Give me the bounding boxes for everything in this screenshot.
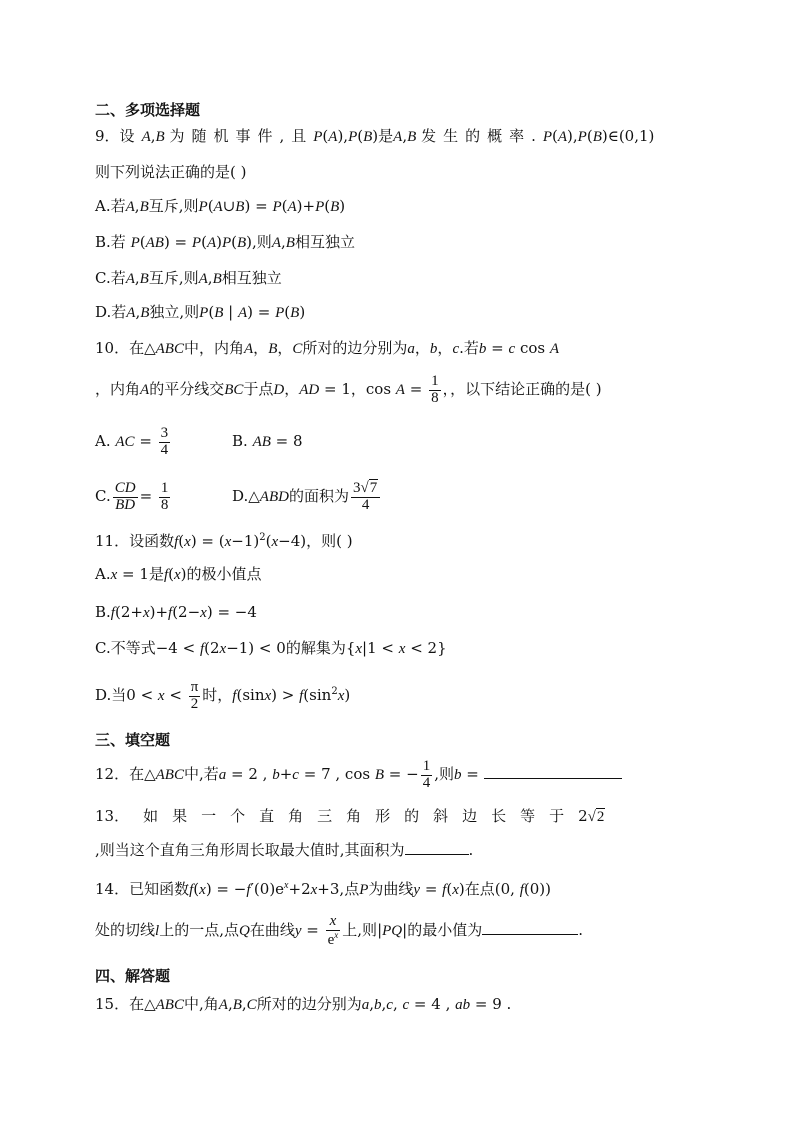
text: 的解集为 bbox=[285, 639, 346, 657]
text: 的面积为 bbox=[288, 487, 349, 505]
question-number: 11． bbox=[95, 532, 130, 550]
text: B. bbox=[95, 603, 111, 621]
text: A. bbox=[95, 565, 111, 583]
text: D.当 bbox=[95, 686, 127, 704]
text: 为随机事件,且 bbox=[169, 127, 314, 145]
text: A.若 bbox=[95, 197, 126, 215]
question-9-option-b: B.若 P(AB) = P(A)P(B),则A,B相互独立 bbox=[95, 233, 355, 251]
text: 中,若 bbox=[183, 765, 219, 783]
text: 相互独立 bbox=[294, 233, 355, 251]
text: C.不等式 bbox=[95, 639, 156, 657]
text: 互斥,则 bbox=[148, 197, 199, 215]
question-14-line1: 14．已知函数$f(x) = -f'(0)e^x+2x+3$,点P为曲线y = f(x)在点(0, f(0)) bbox=[95, 880, 551, 898]
text: C. bbox=[95, 487, 111, 505]
text: 中，内角 bbox=[183, 339, 244, 357]
question-number: 10． bbox=[95, 339, 130, 357]
text: 中,角 bbox=[183, 995, 219, 1013]
question-number: 9． bbox=[95, 127, 120, 145]
text: 在△ bbox=[129, 339, 156, 357]
question-9-option-d: D.若A,B独立,则P(B | A) = P(B) bbox=[95, 303, 306, 321]
text: 是 bbox=[378, 127, 394, 145]
text: 在△ bbox=[129, 765, 156, 783]
text: 为曲线 bbox=[368, 880, 414, 898]
text: 互斥,则 bbox=[148, 269, 199, 287]
text: ．如果一个直角三角形的斜边长等于 bbox=[114, 807, 579, 825]
text: 的最小值为 bbox=[407, 921, 483, 939]
question-14-line2: 处的切线l上的一点,点Q在曲线y = $\frac{x}{e^x}$ 上,则|PQ|的最小值为 . bbox=[95, 912, 583, 948]
text: 的极小值点 bbox=[186, 565, 262, 583]
text: ,点 bbox=[339, 880, 360, 898]
text: 在点 bbox=[464, 880, 495, 898]
question-11-option-c: C.不等式−4 < f(2x−1) < 0的解集为{x|1 < x < 2} bbox=[95, 639, 447, 657]
text: 在△ bbox=[129, 995, 156, 1013]
section-heading-answer: 四、解答题 bbox=[95, 967, 171, 985]
question-11-option-d: D.当0 < x < $\frac{\pi}{2}$ 时，$f(\sin x) > f(\sin^2x)$ bbox=[95, 678, 351, 712]
text: D.△ bbox=[232, 487, 260, 505]
section-heading-fill-blank: 三、填空题 bbox=[95, 731, 171, 749]
answer-blank[interactable] bbox=[405, 840, 469, 855]
question-10-option-a: A. AC = $\frac{3}{4}$ bbox=[95, 424, 169, 458]
question-10-option-c: C. $\frac{CD}{BD}$ = $\frac{1}{8}$ bbox=[95, 479, 169, 513]
section-heading-multi-choice: 二、多项选择题 bbox=[95, 101, 201, 119]
question-number: 15． bbox=[95, 995, 130, 1013]
question-10-option-b: B. AB = 8 bbox=[232, 432, 303, 450]
text: 独立,则 bbox=[149, 303, 200, 321]
question-10-option-d: D.△ABD的面积为 $\frac{3√7}{4}$ bbox=[232, 476, 382, 517]
text: ，则( ) bbox=[306, 532, 353, 550]
text: ，以下结论正确的是( ) bbox=[450, 380, 602, 398]
text: 上的一点,点 bbox=[159, 921, 239, 939]
text: 已知函数 bbox=[129, 880, 190, 898]
text: 时， bbox=[202, 686, 233, 704]
question-13-line2: ,则当这个直角三角形周长取最大值时,其面积为 . bbox=[95, 841, 474, 859]
text: 于点 bbox=[243, 380, 274, 398]
answer-blank[interactable] bbox=[482, 920, 578, 935]
question-9-stem-line2: 则下列说法正确的是( ) bbox=[95, 163, 247, 181]
text: 设 bbox=[119, 127, 142, 145]
question-number: 12． bbox=[95, 765, 130, 783]
text: B. bbox=[232, 432, 248, 450]
text: 在曲线 bbox=[249, 921, 295, 939]
question-13-line1: 13．如果一个直角三角形的斜边长等于2√2 bbox=[95, 807, 605, 825]
text: 处的切线 bbox=[95, 921, 156, 939]
text: ，内角 bbox=[95, 380, 141, 398]
question-10-stem-line2: ，内角A的平分线交BC于点D，AD = 1，cos A = $\frac{1}{8}$ ，，以下结论正确的是( ) bbox=[95, 372, 602, 406]
question-9-option-c: C.若A,B互斥,则A,B相互独立 bbox=[95, 269, 282, 287]
question-11-stem: 11．设函数$f(x) = (x-1)^2(x-4)$，则( ) bbox=[95, 532, 353, 550]
text: B.若 bbox=[95, 233, 126, 251]
question-9-option-a: A.若A,B互斥,则P(A∪B) = P(A)+P(B) bbox=[95, 197, 346, 215]
answer-blank[interactable] bbox=[484, 764, 622, 779]
question-10-stem-line1: 10．在△ABC中，内角A，B，C所对的边分别为a，b，c.若b = c cos A bbox=[95, 339, 560, 357]
text: ,则 bbox=[252, 233, 272, 251]
question-11-option-a: A.x = 1是f(x)的极小值点 bbox=[95, 565, 262, 583]
text: 发生的概率. bbox=[421, 127, 543, 145]
text: A. bbox=[95, 432, 111, 450]
text: 设函数 bbox=[129, 532, 175, 550]
question-11-option-b: B.f(2+x)+f(2−x) = −4 bbox=[95, 603, 257, 621]
text: .若 bbox=[459, 339, 479, 357]
text: 所对的边分别为 bbox=[302, 339, 408, 357]
question-15: 15．在△ABC中,角A,B,C所对的边分别为a,b,c, c = 4 , ab = 9 . bbox=[95, 995, 512, 1013]
text: 相互独立 bbox=[221, 269, 282, 287]
text: ,则当这个直角三角形周长取最大值时,其面积为 bbox=[95, 841, 405, 859]
text: 所对的边分别为 bbox=[256, 995, 362, 1013]
question-number: 13 bbox=[95, 807, 115, 825]
question-9-stem-line1: 9．设A,B 为随机事件,且P(A),P(B)是A,B 发生的概率.P(A),P(B)∈(0,1) bbox=[95, 127, 655, 145]
text: C.若 bbox=[95, 269, 126, 287]
text: 是 bbox=[148, 565, 164, 583]
text: 的平分线交 bbox=[149, 380, 225, 398]
text: 上,则 bbox=[342, 921, 378, 939]
question-number: 14． bbox=[95, 880, 130, 898]
text: D.若 bbox=[95, 303, 127, 321]
question-12: 12．在△ABC中,若a = 2 , b+c = 7 , cos B = − $\frac{1}{4}$ ,则b = bbox=[95, 754, 699, 795]
text: ,则 bbox=[434, 765, 454, 783]
